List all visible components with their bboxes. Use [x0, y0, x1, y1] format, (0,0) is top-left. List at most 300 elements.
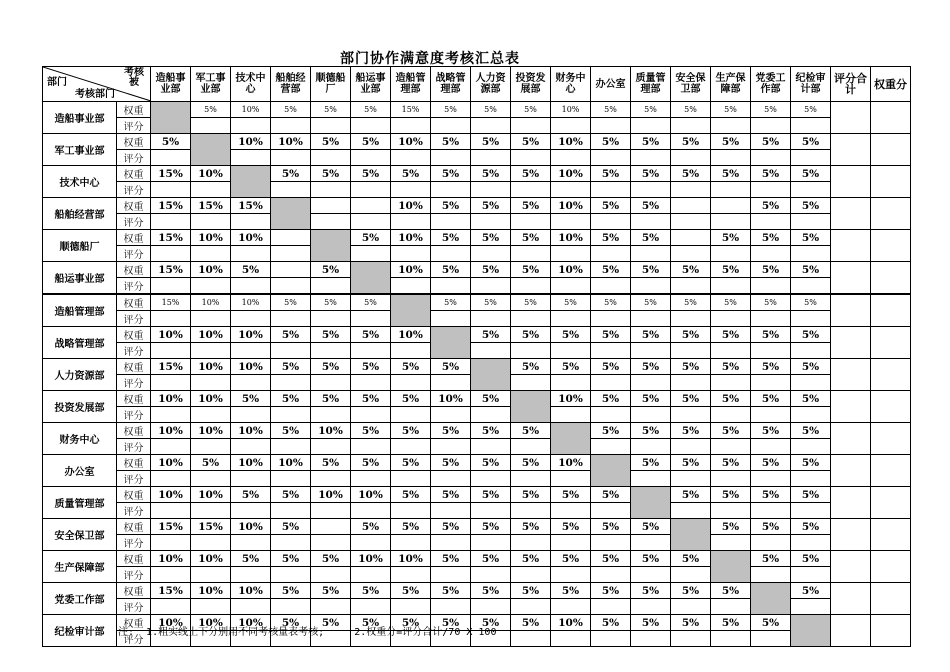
score-cell[interactable]: [191, 439, 231, 455]
score-cell[interactable]: [431, 567, 471, 583]
score-cell[interactable]: [391, 599, 431, 615]
score-cell[interactable]: [271, 343, 311, 359]
score-cell[interactable]: [351, 182, 391, 198]
score-cell[interactable]: [471, 278, 511, 295]
score-cell[interactable]: [671, 311, 711, 327]
score-cell[interactable]: [431, 439, 471, 455]
score-cell[interactable]: [271, 407, 311, 423]
score-cell[interactable]: [231, 471, 271, 487]
total-score-cell[interactable]: [831, 166, 871, 198]
score-cell[interactable]: [671, 246, 711, 262]
score-cell[interactable]: [431, 150, 471, 166]
score-cell[interactable]: [591, 182, 631, 198]
score-cell[interactable]: [631, 407, 671, 423]
score-cell[interactable]: [231, 246, 271, 262]
score-cell[interactable]: [511, 631, 551, 647]
score-cell[interactable]: [711, 375, 751, 391]
score-cell[interactable]: [711, 631, 751, 647]
score-cell[interactable]: [591, 246, 631, 262]
score-cell[interactable]: [191, 471, 231, 487]
score-cell[interactable]: [551, 599, 591, 615]
total-score-cell[interactable]: [831, 615, 871, 647]
score-cell[interactable]: [671, 118, 711, 134]
score-cell[interactable]: [591, 631, 631, 647]
score-cell[interactable]: [591, 375, 631, 391]
weighted-score-cell[interactable]: [871, 230, 911, 262]
score-cell[interactable]: [471, 343, 511, 359]
weighted-score-cell[interactable]: [871, 359, 911, 391]
score-cell[interactable]: [431, 471, 471, 487]
score-cell[interactable]: [351, 471, 391, 487]
score-cell[interactable]: [671, 631, 711, 647]
score-cell[interactable]: [231, 311, 271, 327]
score-cell[interactable]: [351, 503, 391, 519]
score-cell[interactable]: [511, 567, 551, 583]
score-cell[interactable]: [271, 471, 311, 487]
score-cell[interactable]: [711, 278, 751, 295]
score-cell[interactable]: [271, 150, 311, 166]
score-cell[interactable]: [671, 407, 711, 423]
score-cell[interactable]: [391, 471, 431, 487]
score-cell[interactable]: [511, 246, 551, 262]
score-cell[interactable]: [471, 439, 511, 455]
score-cell[interactable]: [351, 311, 391, 327]
score-cell[interactable]: [391, 278, 431, 295]
weight-cell: 5%: [471, 391, 511, 407]
score-cell[interactable]: [431, 246, 471, 262]
score-cell[interactable]: [311, 311, 351, 327]
score-cell[interactable]: [471, 182, 511, 198]
score-cell[interactable]: [151, 567, 191, 583]
score-cell[interactable]: [551, 343, 591, 359]
score-cell[interactable]: [511, 439, 551, 455]
score-cell[interactable]: [351, 246, 391, 262]
score-cell[interactable]: [591, 599, 631, 615]
score-cell[interactable]: [551, 182, 591, 198]
score-cell[interactable]: [471, 599, 511, 615]
score-cell[interactable]: [791, 311, 831, 327]
score-cell[interactable]: [791, 118, 831, 134]
score-cell[interactable]: [391, 182, 431, 198]
score-cell[interactable]: [751, 503, 791, 519]
score-cell[interactable]: [551, 150, 591, 166]
score-cell[interactable]: [271, 567, 311, 583]
score-cell[interactable]: [711, 599, 751, 615]
score-cell[interactable]: [191, 311, 231, 327]
score-cell[interactable]: [671, 439, 711, 455]
score-cell[interactable]: [231, 150, 271, 166]
score-cell[interactable]: [231, 214, 271, 230]
score-cell[interactable]: [191, 118, 231, 134]
weighted-score-cell[interactable]: [871, 551, 911, 583]
score-cell[interactable]: [751, 375, 791, 391]
score-cell[interactable]: [191, 567, 231, 583]
score-cell[interactable]: [471, 407, 511, 423]
score-cell[interactable]: [351, 567, 391, 583]
score-cell[interactable]: [631, 311, 671, 327]
total-score-cell[interactable]: [831, 455, 871, 487]
score-cell[interactable]: [511, 599, 551, 615]
score-cell[interactable]: [751, 278, 791, 295]
score-cell[interactable]: [391, 567, 431, 583]
score-cell[interactable]: [791, 375, 831, 391]
score-cell[interactable]: [751, 311, 791, 327]
score-cell[interactable]: [191, 375, 231, 391]
score-cell[interactable]: [191, 278, 231, 295]
score-cell[interactable]: [231, 567, 271, 583]
score-cell[interactable]: [271, 118, 311, 134]
score-cell[interactable]: [311, 214, 351, 230]
score-cell[interactable]: [551, 503, 591, 519]
score-cell[interactable]: [791, 343, 831, 359]
score-cell[interactable]: [711, 503, 751, 519]
score-cell[interactable]: [751, 439, 791, 455]
score-cell[interactable]: [711, 535, 751, 551]
score-cell[interactable]: [711, 311, 751, 327]
score-cell[interactable]: [271, 503, 311, 519]
score-cell[interactable]: [591, 535, 631, 551]
total-score-cell[interactable]: [831, 519, 871, 551]
score-cell[interactable]: [751, 631, 791, 647]
score-cell[interactable]: [791, 407, 831, 423]
score-cell[interactable]: [351, 407, 391, 423]
weighted-score-cell[interactable]: [871, 198, 911, 230]
score-cell[interactable]: [311, 343, 351, 359]
score-cell[interactable]: [791, 150, 831, 166]
score-cell[interactable]: [671, 471, 711, 487]
total-score-cell[interactable]: [831, 134, 871, 166]
score-cell[interactable]: [151, 214, 191, 230]
score-cell[interactable]: [751, 214, 791, 230]
score-cell[interactable]: [631, 471, 671, 487]
score-cell[interactable]: [471, 246, 511, 262]
score-cell[interactable]: [791, 246, 831, 262]
score-cell[interactable]: [791, 439, 831, 455]
total-score-cell[interactable]: [831, 294, 871, 327]
score-cell[interactable]: [351, 375, 391, 391]
score-cell[interactable]: [471, 503, 511, 519]
score-cell[interactable]: [311, 439, 351, 455]
weighted-score-cell[interactable]: [871, 519, 911, 551]
score-cell[interactable]: [711, 118, 751, 134]
score-cell[interactable]: [311, 118, 351, 134]
score-cell[interactable]: [431, 118, 471, 134]
score-cell[interactable]: [591, 311, 631, 327]
score-cell[interactable]: [511, 503, 551, 519]
score-cell[interactable]: [391, 214, 431, 230]
score-cell[interactable]: [551, 535, 591, 551]
score-cell[interactable]: [751, 471, 791, 487]
score-cell[interactable]: [511, 214, 551, 230]
score-cell[interactable]: [591, 214, 631, 230]
score-cell[interactable]: [631, 182, 671, 198]
score-cell[interactable]: [271, 278, 311, 295]
score-cell[interactable]: [551, 311, 591, 327]
score-cell[interactable]: [671, 343, 711, 359]
score-cell[interactable]: [591, 343, 631, 359]
score-cell[interactable]: [791, 535, 831, 551]
score-cell[interactable]: [711, 343, 751, 359]
score-cell[interactable]: [391, 246, 431, 262]
score-cell[interactable]: [231, 599, 271, 615]
score-cell[interactable]: [311, 599, 351, 615]
score-cell[interactable]: [391, 535, 431, 551]
score-cell[interactable]: [391, 439, 431, 455]
score-cell[interactable]: [591, 503, 631, 519]
total-score-cell[interactable]: [831, 262, 871, 295]
score-cell[interactable]: [231, 343, 271, 359]
score-cell[interactable]: [351, 150, 391, 166]
score-cell[interactable]: [351, 439, 391, 455]
score-cell[interactable]: [431, 599, 471, 615]
score-cell[interactable]: [431, 375, 471, 391]
score-cell[interactable]: [711, 150, 751, 166]
score-cell[interactable]: [671, 375, 711, 391]
weighted-score-cell[interactable]: [871, 423, 911, 455]
score-cell[interactable]: [471, 150, 511, 166]
score-cell[interactable]: [311, 150, 351, 166]
score-cell[interactable]: [151, 343, 191, 359]
score-cell[interactable]: [631, 599, 671, 615]
score-cell[interactable]: [551, 631, 591, 647]
score-cell[interactable]: [391, 150, 431, 166]
score-cell[interactable]: [591, 407, 631, 423]
score-cell[interactable]: [631, 246, 671, 262]
score-cell[interactable]: [751, 118, 791, 134]
score-cell[interactable]: [391, 407, 431, 423]
score-cell[interactable]: [751, 535, 791, 551]
score-cell[interactable]: [351, 118, 391, 134]
score-cell[interactable]: [631, 150, 671, 166]
score-cell[interactable]: [671, 214, 711, 230]
total-score-cell[interactable]: [831, 551, 871, 583]
score-cell[interactable]: [551, 471, 591, 487]
score-cell[interactable]: [151, 471, 191, 487]
score-cell[interactable]: [151, 311, 191, 327]
score-cell[interactable]: [271, 535, 311, 551]
score-cell[interactable]: [591, 439, 631, 455]
score-cell[interactable]: [671, 150, 711, 166]
weighted-score-cell[interactable]: [871, 327, 911, 359]
total-score-cell[interactable]: [831, 423, 871, 455]
score-cell[interactable]: [471, 567, 511, 583]
score-cell[interactable]: [311, 503, 351, 519]
total-score-cell[interactable]: [831, 487, 871, 519]
score-cell[interactable]: [671, 503, 711, 519]
score-cell[interactable]: [711, 214, 751, 230]
score-cell[interactable]: [551, 118, 591, 134]
score-cell[interactable]: [791, 214, 831, 230]
score-cell[interactable]: [151, 375, 191, 391]
score-cell[interactable]: [391, 375, 431, 391]
weighted-score-cell[interactable]: [871, 102, 911, 134]
score-cell[interactable]: [591, 278, 631, 295]
score-cell[interactable]: [351, 535, 391, 551]
score-cell[interactable]: [271, 439, 311, 455]
score-cell[interactable]: [551, 375, 591, 391]
score-cell[interactable]: [591, 150, 631, 166]
score-cell[interactable]: [431, 182, 471, 198]
weighted-score-cell[interactable]: [871, 262, 911, 295]
score-cell[interactable]: [751, 343, 791, 359]
score-cell[interactable]: [311, 567, 351, 583]
score-cell[interactable]: [191, 246, 231, 262]
score-cell[interactable]: [151, 439, 191, 455]
score-cell[interactable]: [631, 535, 671, 551]
score-cell[interactable]: [391, 118, 431, 134]
total-score-cell[interactable]: [831, 230, 871, 262]
weighted-score-cell[interactable]: [871, 166, 911, 198]
score-cell[interactable]: [271, 246, 311, 262]
score-cell[interactable]: [231, 407, 271, 423]
score-cell[interactable]: [711, 246, 751, 262]
score-cell[interactable]: [191, 503, 231, 519]
score-cell[interactable]: [791, 567, 831, 583]
score-cell[interactable]: [231, 118, 271, 134]
weight-cell: 10%: [551, 102, 591, 118]
score-cell[interactable]: [351, 214, 391, 230]
score-cell[interactable]: [791, 471, 831, 487]
score-cell[interactable]: [431, 503, 471, 519]
score-cell[interactable]: [431, 311, 471, 327]
score-cell[interactable]: [511, 375, 551, 391]
weighted-score-cell[interactable]: [871, 487, 911, 519]
score-cell[interactable]: [191, 535, 231, 551]
score-cell[interactable]: [791, 599, 831, 615]
score-cell[interactable]: [551, 278, 591, 295]
score-cell[interactable]: [431, 407, 471, 423]
score-cell[interactable]: [751, 182, 791, 198]
score-cell[interactable]: [511, 471, 551, 487]
weighted-score-cell[interactable]: [871, 455, 911, 487]
weighted-score-cell[interactable]: [871, 294, 911, 327]
total-score-cell[interactable]: [831, 198, 871, 230]
weighted-score-cell[interactable]: [871, 134, 911, 166]
weighted-score-cell[interactable]: [871, 391, 911, 423]
score-cell[interactable]: [191, 182, 231, 198]
score-cell[interactable]: [271, 182, 311, 198]
score-cell[interactable]: [431, 214, 471, 230]
score-cell[interactable]: [631, 343, 671, 359]
score-cell[interactable]: [311, 407, 351, 423]
score-cell[interactable]: [271, 599, 311, 615]
score-cell[interactable]: [391, 343, 431, 359]
score-cell[interactable]: [631, 214, 671, 230]
score-cell[interactable]: [711, 471, 751, 487]
total-score-cell[interactable]: [831, 391, 871, 423]
score-cell[interactable]: [591, 567, 631, 583]
total-score-cell[interactable]: [831, 583, 871, 615]
weighted-score-cell[interactable]: [871, 583, 911, 615]
score-cell[interactable]: [471, 311, 511, 327]
score-cell[interactable]: [471, 535, 511, 551]
score-cell[interactable]: [191, 599, 231, 615]
score-cell[interactable]: [311, 182, 351, 198]
score-cell[interactable]: [151, 407, 191, 423]
score-cell[interactable]: [151, 503, 191, 519]
score-cell[interactable]: [151, 150, 191, 166]
score-cell[interactable]: [391, 503, 431, 519]
score-cell[interactable]: [551, 246, 591, 262]
score-cell[interactable]: [591, 118, 631, 134]
score-cell[interactable]: [511, 278, 551, 295]
score-cell[interactable]: [751, 567, 791, 583]
score-cell[interactable]: [471, 471, 511, 487]
score-cell[interactable]: [231, 439, 271, 455]
score-cell[interactable]: [191, 407, 231, 423]
score-cell[interactable]: [151, 246, 191, 262]
score-cell[interactable]: [271, 311, 311, 327]
score-cell[interactable]: [351, 343, 391, 359]
score-cell[interactable]: [231, 535, 271, 551]
score-cell[interactable]: [631, 118, 671, 134]
total-score-cell[interactable]: [831, 327, 871, 359]
score-cell[interactable]: [311, 375, 351, 391]
score-cell[interactable]: [311, 278, 351, 295]
score-cell[interactable]: [191, 343, 231, 359]
score-cell[interactable]: [511, 311, 551, 327]
score-cell[interactable]: [631, 375, 671, 391]
score-cell[interactable]: [711, 439, 751, 455]
score-cell[interactable]: [751, 150, 791, 166]
score-cell[interactable]: [351, 599, 391, 615]
score-cell[interactable]: [511, 343, 551, 359]
weight-cell: 10%: [191, 166, 231, 182]
score-cell[interactable]: [271, 375, 311, 391]
score-cell[interactable]: [551, 567, 591, 583]
score-cell[interactable]: [471, 118, 511, 134]
score-cell[interactable]: [511, 535, 551, 551]
score-cell[interactable]: [151, 278, 191, 295]
score-cell[interactable]: [231, 278, 271, 295]
score-cell[interactable]: [671, 599, 711, 615]
total-score-cell[interactable]: [831, 102, 871, 134]
score-cell[interactable]: [511, 118, 551, 134]
score-cell[interactable]: [791, 278, 831, 295]
score-cell[interactable]: [791, 182, 831, 198]
score-cell[interactable]: [631, 439, 671, 455]
score-cell[interactable]: [751, 246, 791, 262]
score-cell[interactable]: [231, 503, 271, 519]
score-cell[interactable]: [471, 214, 511, 230]
total-score-cell[interactable]: [831, 359, 871, 391]
score-cell[interactable]: [671, 182, 711, 198]
weighted-score-cell[interactable]: [871, 615, 911, 647]
score-cell[interactable]: [711, 182, 751, 198]
score-cell[interactable]: [311, 471, 351, 487]
score-cell[interactable]: [191, 214, 231, 230]
score-cell[interactable]: [551, 407, 591, 423]
score-cell[interactable]: [631, 567, 671, 583]
score-cell[interactable]: [231, 375, 271, 391]
score-cell[interactable]: [551, 214, 591, 230]
score-cell[interactable]: [631, 631, 671, 647]
score-cell[interactable]: [711, 407, 751, 423]
score-cell[interactable]: [311, 535, 351, 551]
score-cell[interactable]: [511, 150, 551, 166]
score-cell[interactable]: [431, 535, 471, 551]
score-cell[interactable]: [151, 599, 191, 615]
score-cell[interactable]: [671, 567, 711, 583]
score-cell[interactable]: [151, 535, 191, 551]
score-cell[interactable]: [511, 182, 551, 198]
score-cell[interactable]: [751, 407, 791, 423]
score-cell[interactable]: [431, 278, 471, 295]
score-cell[interactable]: [671, 278, 711, 295]
score-cell[interactable]: [631, 278, 671, 295]
score-cell[interactable]: [791, 503, 831, 519]
score-cell[interactable]: [151, 182, 191, 198]
